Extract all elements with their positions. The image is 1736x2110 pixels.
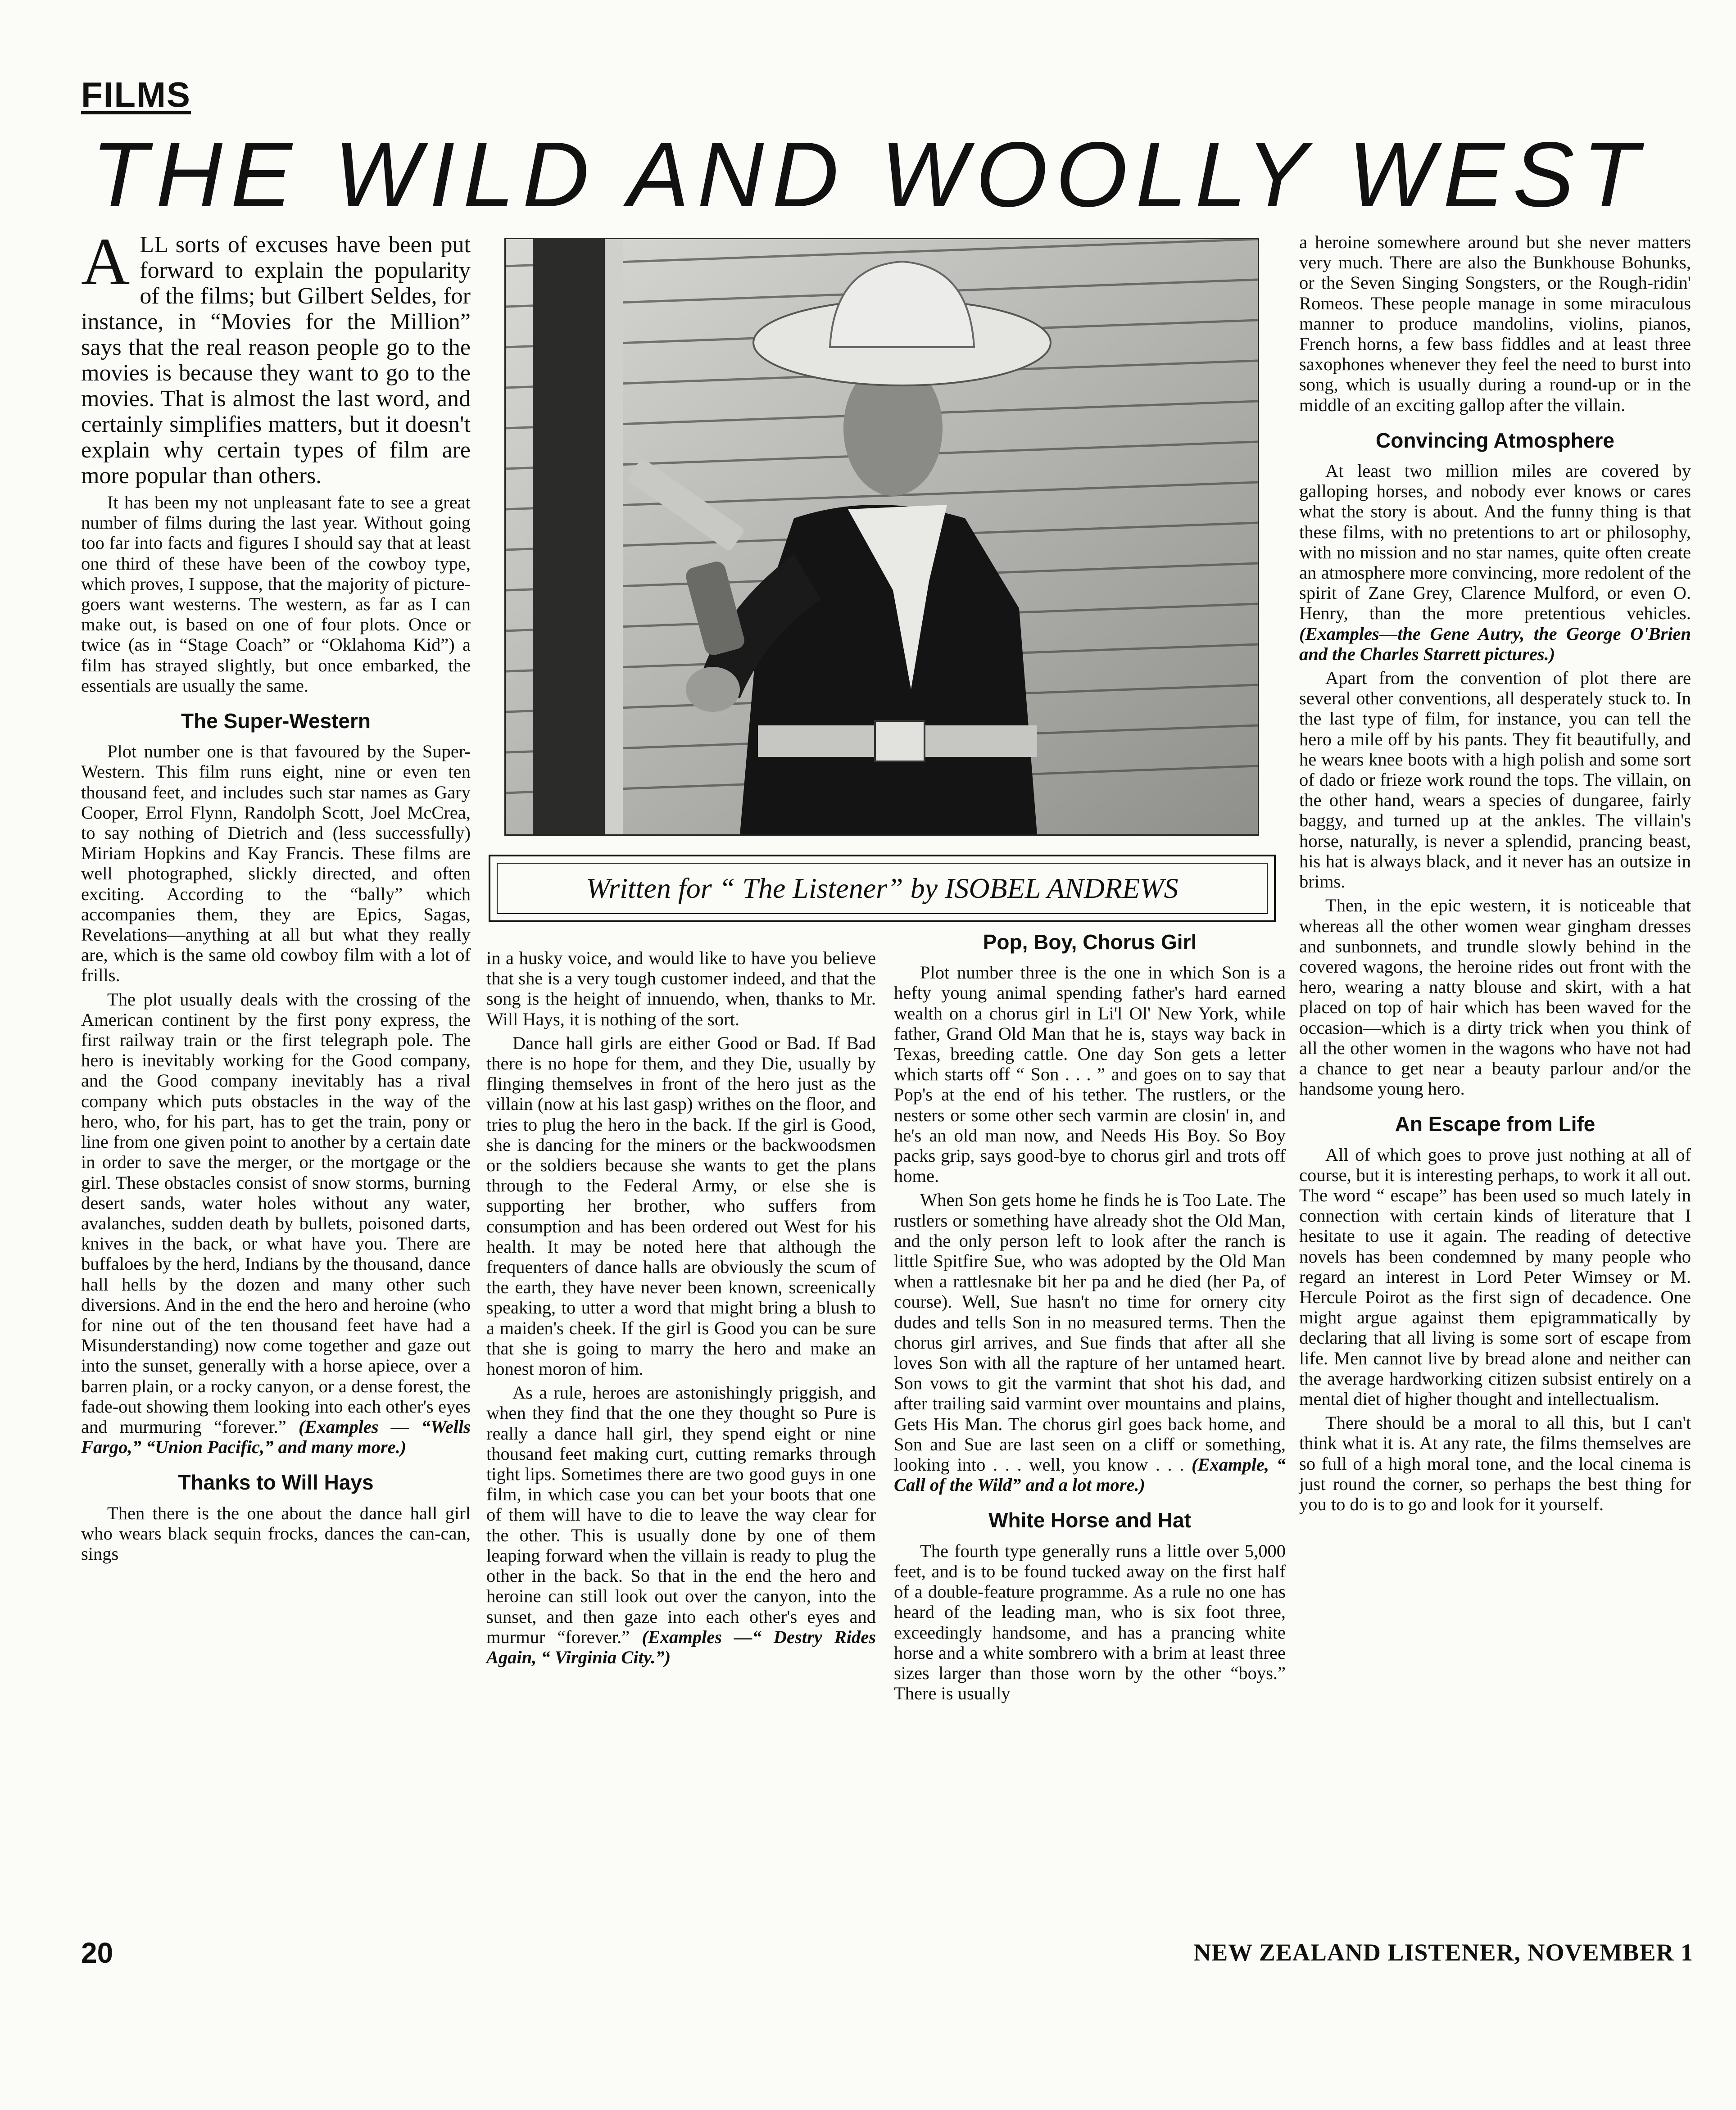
headline: THE WILD AND WOOLLY WEST: [91, 123, 1647, 226]
page-number: 20: [81, 1937, 113, 1969]
paragraph: Then, in the epic western, it is noticeable that whereas all the other women wear gingham dresses and sunbonnets, and trundle slowly behind in the covered wagons, the heroine rides out front with the hero, wearing a natty blouse and skirt, with a hat placed on top of hair which has been waved for the occasion—which is a dirty trick when you think of all the other women in the wagons who have not had a chance to get near a beauty parlour and/or the handsome young hero.: [1299, 895, 1691, 1099]
drop-cap: A: [81, 224, 130, 299]
examples-text: (Examples —“ Destry Rides Again, “ Virginia City.”): [486, 1626, 876, 1667]
byline: Written for “ The Listener” by ISOBEL ANDREWS: [497, 863, 1268, 914]
byline-box: [489, 855, 1276, 922]
paragraph: Plot number one is that favoured by the Super-Western. This film runs eight, nine or even ten thousand feet, and includes such star names as Gary Cooper, Errol Flynn, Randolph Scott, Joel McCrea, to say nothing of Dietrich and (less successfully) Miriam Hopkins and Kay Francis. These films are well photographed, slickly directed, and often exciting. According to the “bally” which accompanies them, they are Epics, Sagas, Revelations—anything at all but what they really are, which is the same old cowboy film with a lot of frills.: [81, 741, 471, 986]
paragraph: Then there is the one about the dance hall girl who wears black sequin frocks, dances the can-can, sings: [81, 1503, 471, 1564]
subhead-escape-from-life: An Escape from Life: [1395, 1112, 1595, 1136]
cowboy-photo: [504, 238, 1259, 836]
paragraph: There should be a moral to all this, but I can't think what it is. At any rate, the films themselves are so full of a high moral tone, and the local cinema is just round the corner, so perhaps the best thing for you to do is to go and look for it yourself.: [1299, 1413, 1691, 1514]
subhead-pop-boy-chorus-girl: Pop, Boy, Chorus Girl: [983, 930, 1197, 954]
cowboy-photo-illustration: [506, 239, 1258, 834]
column-4: [1299, 232, 1691, 1518]
lead-paragraph: LL sorts of excuses have been put forward to explain the popularity of the films; but Gilbert Seldes, for instance, in “Movies for the Million” says that the real reason people go to the movies is because they want to go to the movies. That is almost the last word, and certainly simplifies matters, but it doesn't explain why certain types of film are more popular than others.: [81, 232, 471, 489]
column-2: [486, 948, 876, 1671]
subhead-convincing-atmosphere: Convincing Atmosphere: [1376, 428, 1614, 452]
paragraph: It has been my not unpleasant fate to see a great number of films during the last year. Without going too far into facts and figures I should say that at least one third of these have been of the cowboy type, which proves, I suppose, that the majority of picture-goers want westerns. The western, as far as I can make out, is based on one of four plots. Once or twice (as in “Stage Coach” or “Oklahoma Kid”) a film has strayed slightly, but once embarked, the essentials are usually the same.: [81, 492, 471, 696]
column-3: [894, 932, 1286, 1707]
paragraph: When Son gets home he finds he is Too Late. The rustlers or something have already shot the Old Man, and the only person left to look after the ranch is little Spitfire Sue, who was adopted by the Old Man when a rattlesnake bit her pa and he died (her Pa, of course). Well, Sue hasn't no time for ornery city dudes and tells Son in no measured terms. Then the chorus girl arrives, and Sue finds that after all she loves Son with all the rapture of her untamed heart. Son vows to git the varmint that shot his dad, and after trailing said varmint over mountains and plains, Gets His Man. The chorus girl goes back home, and Son and Sue are last seen on a cliff or something, looking into . . . well, you know . . . (Example, “ Call of the Wild” and a lot more.): [894, 1190, 1286, 1495]
examples-text: (Examples—the Gene Autry, the George O'Brien and the Charles Starrett pictures.): [1299, 623, 1691, 664]
paragraph: Apart from the convention of plot there are several other conventions, all desperately stuck to. In the last type of film, for instance, you can tell the hero a mile off by his pants. They fit beautifully, and he wears knee boots with a high polish and some sort of dado or frieze work round the tops. The villain, on the other hand, wears a species of dungaree, fairly baggy, and turned up at the ankles. The villain's horse, naturally, is never a splendid, prancing beast, his hat is always black, and it never has an outsize in brims.: [1299, 668, 1691, 892]
paragraph: As a rule, heroes are astonishingly priggish, and when they find that the one they thought so Pure is really a dance hall girl, they spend eight or nine thousand feet making curt, cutting remarks through tight lips. Sometimes there are two good guys in one film, in which case you can bet your boots that one of them will have to die to leave the way clear for the other. This is usually done by one of them leaping forward when the villain is ready to plug the other in the back. So that in the end the hero and heroine can still look out over the canyon, into the sunset, and then gaze into each other's eyes and murmur “forever.” (Examples —“ Destry Rides Again, “ Virginia City.”): [486, 1382, 876, 1667]
publication-footer: NEW ZEALAND LISTENER, NOVEMBER 1: [1193, 1939, 1693, 1966]
paragraph: Plot number three is the one in which Son is a hefty young animal spending father's hard earned wealth on a chorus girl in Li'l Ol' New York, while father, Grand Old Man that he is, stays way back in Texas, breeding cattle. One day Son gets a letter which starts off “ Son . . . ” and goes on to say that Pop's at the end of his tether. The rustlers, or the nesters or some other sech varmin are closin' in, and he's an old man now, and Needs His Boy. So Boy packs grip, says good-bye to chorus girl and trots off home.: [894, 962, 1286, 1186]
examples-text: (Example, “ Call of the Wild” and a lot more.): [894, 1454, 1286, 1495]
subhead-super-western: The Super-Western: [181, 709, 371, 733]
subhead-will-hays: Thanks to Will Hays: [178, 1471, 374, 1494]
subhead-white-horse-and-hat: White Horse and Hat: [988, 1508, 1191, 1532]
examples-text: (Examples — “Wells Fargo,” “Union Pacific,” and many more.): [81, 1416, 471, 1458]
section-label: FILMS: [81, 75, 191, 114]
paragraph: The fourth type generally runs a little over 5,000 feet, and is to be found tucked away on the first half of a double-feature programme. As a rule no one has heard of the leading man, who is six foot three, exceedingly handsome, and has a prancing white horse and a white sombrero with a brim at least three sizes larger than those worn by the other “boys.” There is usually: [894, 1540, 1286, 1704]
paragraph: All of which goes to prove just nothing at all of course, but it is interesting perhaps, to work it all out. The word “ escape” has been used so much lately in connection with certain kinds of literature that I hesitate to use it again. The reading of detective novels has been condemned by many people who regard an interest in Lord Peter Wimsey or M. Hercule Poirot as the first sign of decadence. One might argue against them epigrammatically by declaring that all living is some sort of escape from life. Men cannot live by bread alone and neither can the average hardworking citizen subsist entirely on a mental diet of higher thought and intellectualism.: [1299, 1144, 1691, 1409]
paragraph: Dance hall girls are either Good or Bad. If Bad there is no hope for them, and they Die, usually by flinging themselves in front of the hero just as the villain (now at his last gasp) writhes on the floor, and tries to plug the hero in the back. If the girl is Good, she is dancing for the miners or the backwoodsmen or the soldiers because she wants to get the plans through to the Federal Army, or else she is supporting her brother, who suffers from consumption and has been ordered out West for his health. It may be noted here that although the frequenters of dance halls are obviously the scum of the earth, they have never been known, screenically speaking, to utter a word that might bring a blush to a maiden's cheek. If the girl is Good you can be sure that she is going to marry the hero and make an honest moron of him.: [486, 1032, 876, 1379]
column-1: [81, 224, 471, 1567]
paragraph: a heroine somewhere around but she never matters very much. There are also the Bunkhouse Bohunks, or the Seven Singing Songsters, or the Rough-ridin' Romeos. These people manage in some miraculous manner to produce mandolins, violins, pianos, French horns, a few bass fiddles and at least three saxophones whenever they feel the need to burst into song, which is usually during a round-up or in the middle of an exciting gallop after the villain.: [1299, 232, 1691, 415]
paragraph: The plot usually deals with the crossing of the American continent by the first pony express, the first railway train or the first telegraph pole. The hero is inevitably working for the Good company, and the Good company inevitably has a rival company which puts obstacles in the way of the hero, who, for his part, has to get the train, pony or line from one given point to another by a certain date in order to save the merger, or the mortgage or the girl. These obstacles consist of snow storms, burning desert sands, water holes without any water, avalanches, sudden death by bullets, poisoned darts, knives in the back, or what have you. There are buffaloes by the herd, Indians by the thousand, dance hall hells by the dozen and many other such diversions. And in the end the hero and heroine (who for nine out of the ten thousand feet have had a Misunderstanding) now come together and gaze out into the sunset, generally with a horse apiece, over a barren plain, or a rocky canyon, or a dense forest, the fade-out showing them looking into each other's eyes and murmuring “forever.” (Examples — “Wells Fargo,” “Union Pacific,” and many more.): [81, 989, 471, 1458]
paragraph: At least two million miles are covered by galloping horses, and nobody ever knows or cares what the story is about. And the funny thing is that these films, with no pretentions to art or philosophy, with no mission and no star names, quite often create an atmosphere more convincing, more redolent of the spirit of Zane Grey, Clarence Mulford, or even O. Henry, than the more pretentious vehicles. (Examples—the Gene Autry, the George O'Brien and the Charles Starrett pictures.): [1299, 461, 1691, 664]
paragraph: in a husky voice, and would like to have you believe that she is a very tough customer indeed, and that the song is the height of innuendo, when, thanks to Mr. Will Hays, it is nothing of the sort.: [486, 948, 876, 1029]
